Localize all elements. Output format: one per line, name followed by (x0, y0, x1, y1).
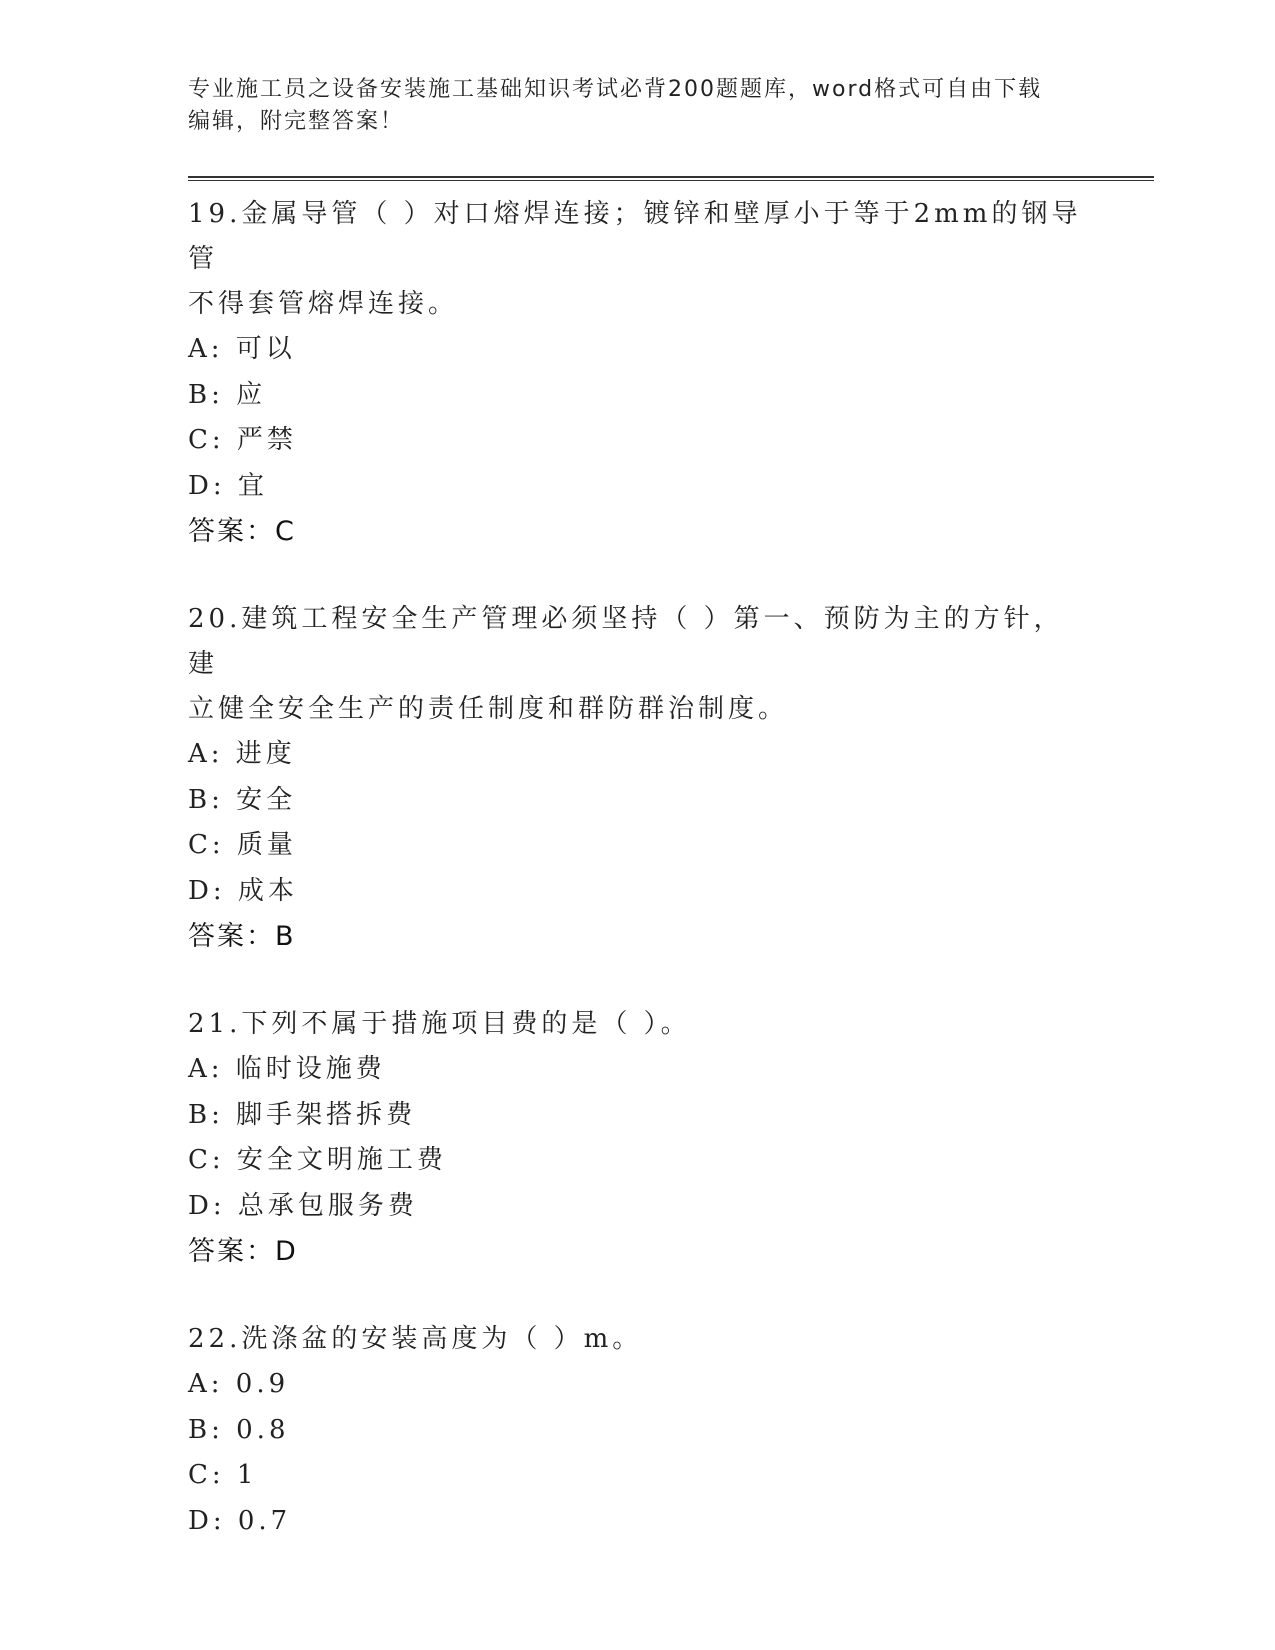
option-b: B: 安全 (188, 784, 297, 815)
question-stem-line-2: 立健全安全生产的责任制度和群防群治制度。 (188, 694, 789, 724)
question-stem-line-1: 20.建筑工程安全生产管理必须坚持（ ）第一、预防为主的方针，建 (188, 604, 1064, 679)
option-c: C: 质量 (188, 830, 297, 860)
question-stem-line-1: 22.洗涤盆的安装高度为（ ）m。 (188, 1324, 643, 1354)
option-b: B: 脚手架搭拆费 (188, 1099, 417, 1130)
question-spacer (188, 554, 1088, 597)
answer-label: 答案：C (188, 516, 296, 547)
option-b: B: 应 (188, 379, 267, 410)
option-d: D: 总承包服务费 (188, 1190, 418, 1221)
question-20 (188, 597, 1088, 959)
question-stem-line-2: 不得套管熔焊连接。 (188, 289, 459, 319)
option-c: C: 安全文明施工费 (188, 1145, 447, 1175)
question-list (188, 192, 1088, 1544)
question-21 (188, 1002, 1088, 1274)
option-b: B: 0.8 (188, 1414, 290, 1445)
option-c: C: 1 (188, 1460, 258, 1490)
option-a: A: 临时设施费 (188, 1054, 386, 1084)
question-stem-line-1: 21.下列不属于措施项目费的是（ ）。 (188, 1009, 691, 1039)
option-a: A: 可以 (188, 334, 296, 364)
question-stem-line-1: 19.金属导管（ ）对口熔焊连接；镀锌和壁厚小于等于2mm的钢导管 (188, 199, 1082, 274)
question-19 (188, 192, 1088, 554)
header-title-line-1: 专业施工员之设备安装施工基础知识考试必背200题题库，word格式可自由下载 (188, 77, 1043, 102)
question-spacer (188, 1274, 1088, 1317)
question-spacer (188, 959, 1088, 1002)
document-header (188, 74, 1088, 138)
option-a: A: 进度 (188, 739, 296, 769)
question-22 (188, 1317, 1088, 1544)
header-divider (188, 176, 1154, 181)
answer-label: 答案：D (188, 1236, 298, 1267)
option-a: A: 0.9 (188, 1369, 290, 1399)
option-c: C: 严禁 (188, 425, 297, 455)
header-title-line-2: 编辑，附完整答案！ (188, 109, 405, 134)
option-d: D: 宜 (188, 470, 268, 501)
answer-label: 答案：B (188, 921, 296, 952)
option-d: D: 0.7 (188, 1505, 292, 1536)
option-d: D: 成本 (188, 875, 298, 906)
